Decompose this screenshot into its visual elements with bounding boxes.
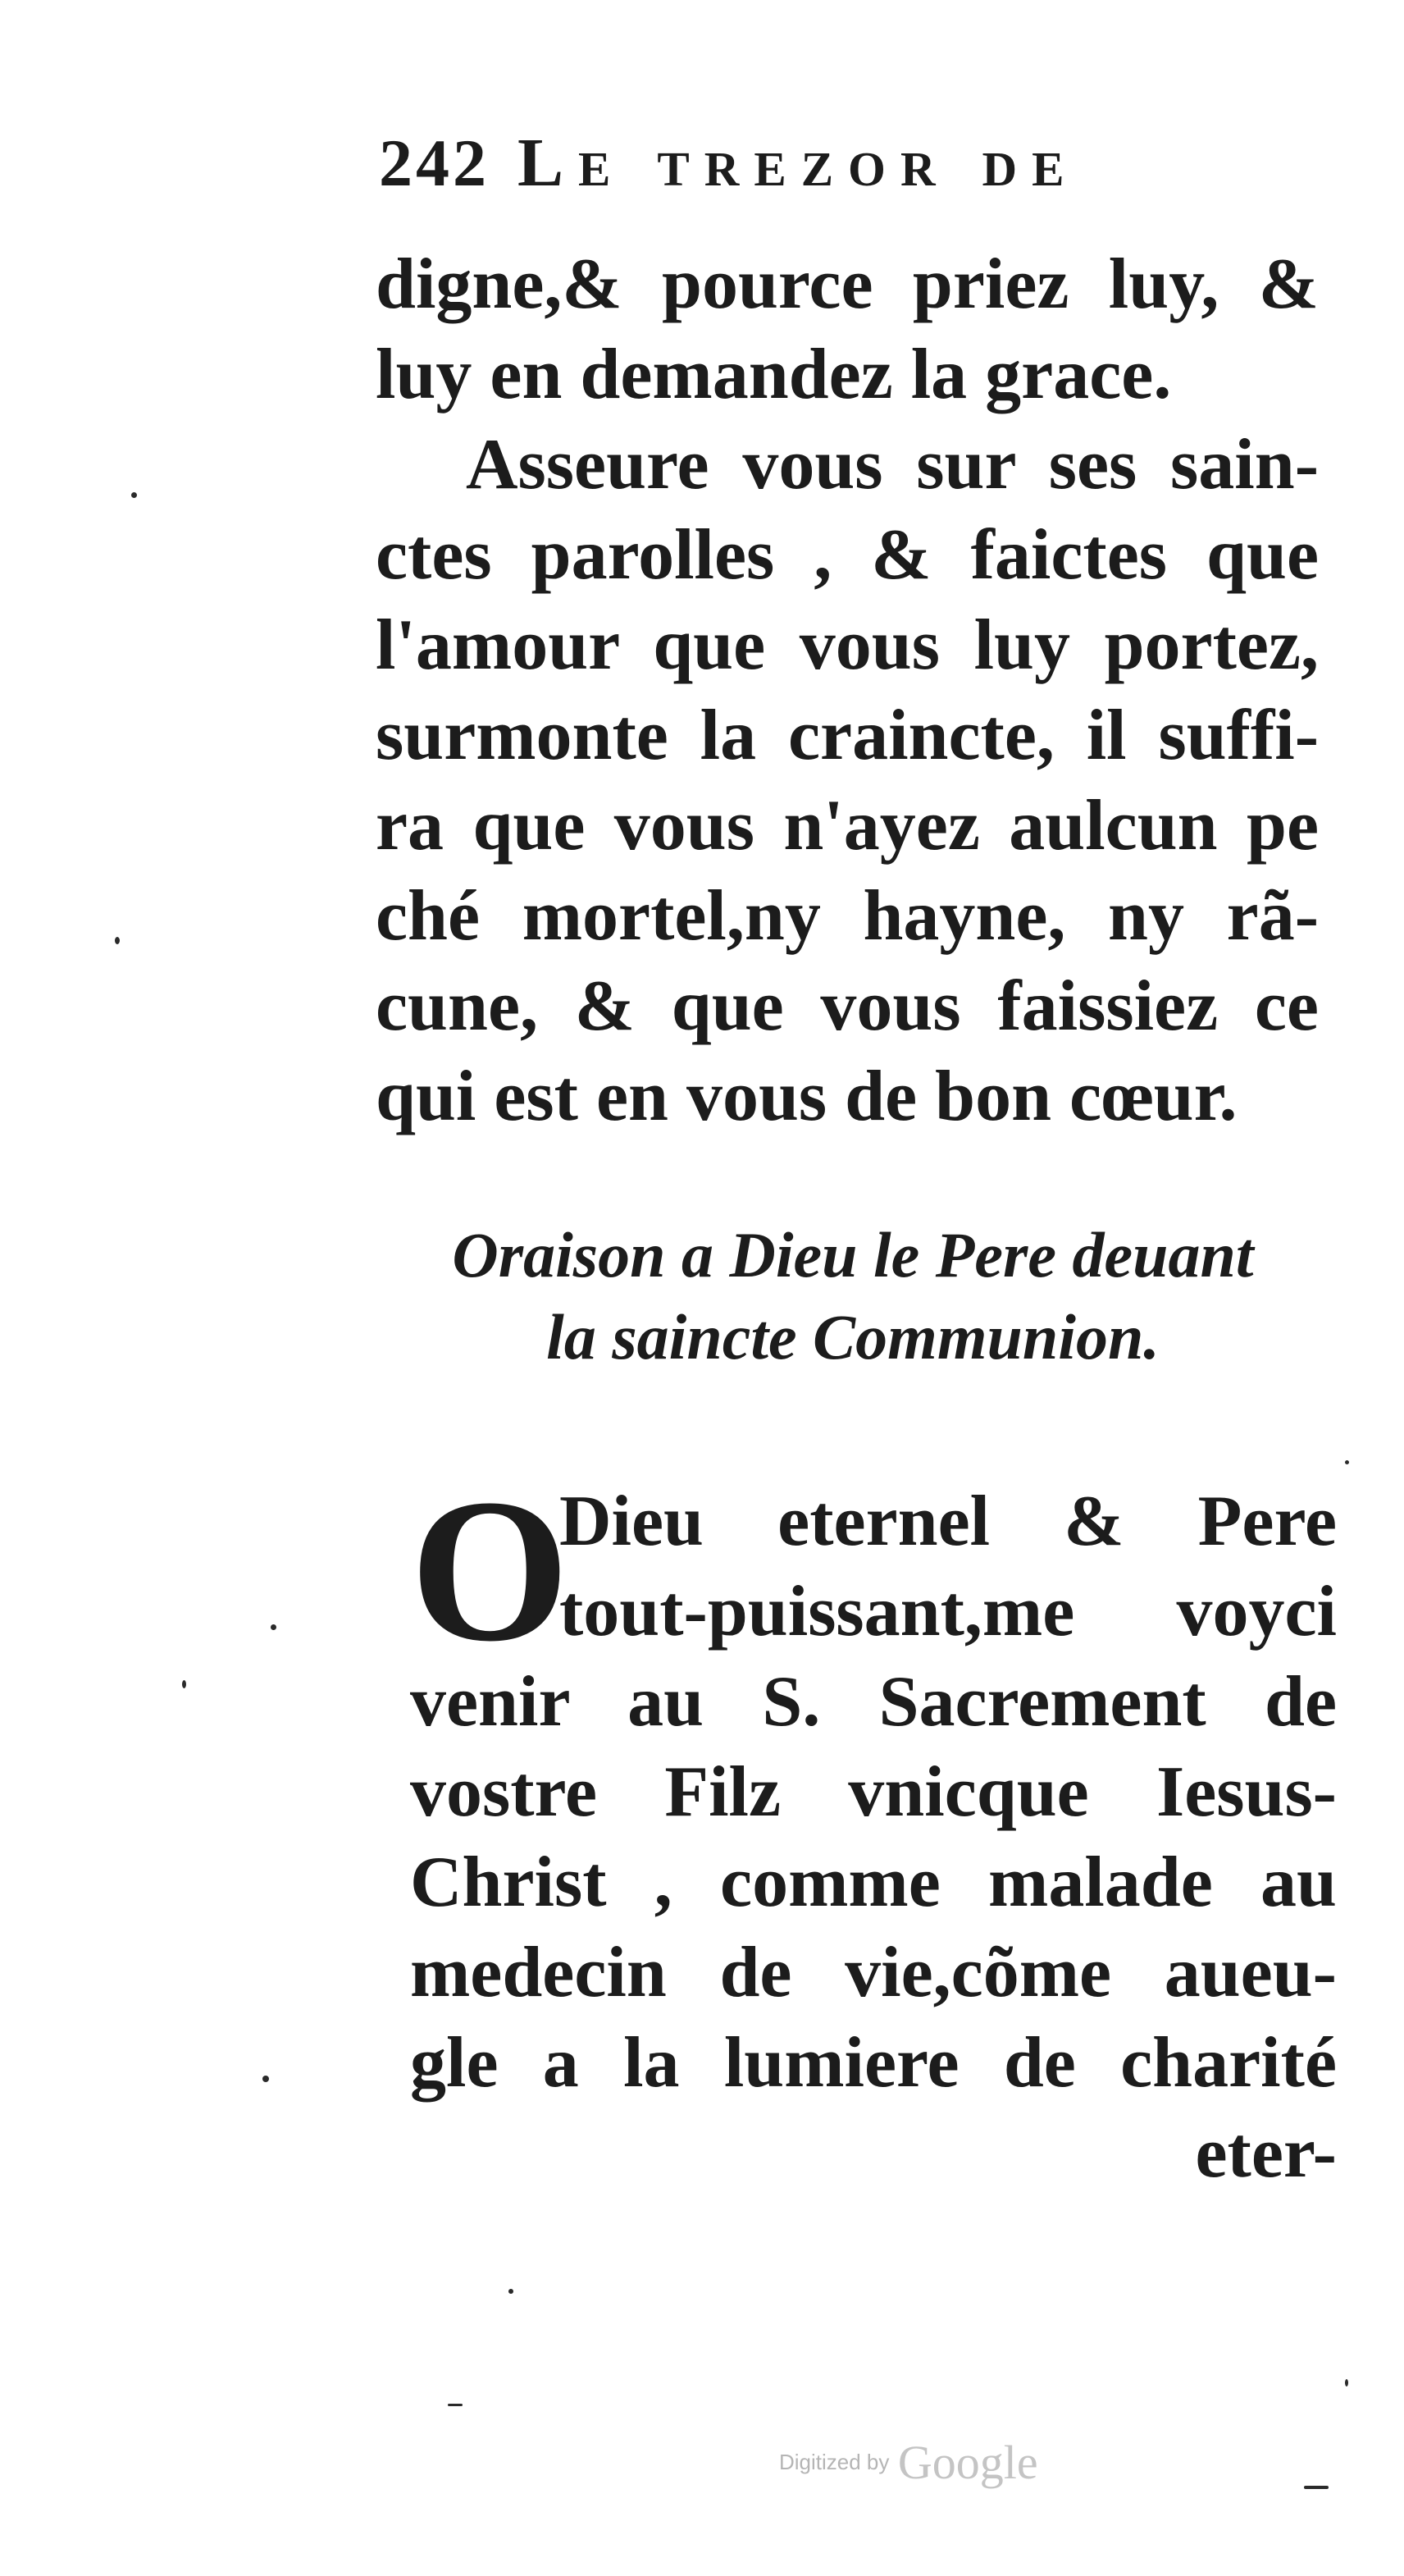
running-header (379, 123, 1347, 213)
watermark-prefix: Digitized by (779, 2450, 890, 2474)
heading-line: la saincte Communion. (546, 1301, 1160, 1372)
text-line: qui est en vous de bon cœur. (376, 1057, 1238, 1136)
text-line: vostre Filz vnicque Iesus- (410, 1752, 1337, 1832)
paper-speck (131, 492, 137, 498)
body-text (376, 240, 1319, 1142)
page-number: 242 (379, 126, 490, 200)
paper-speck (508, 2289, 513, 2294)
text-line: Christ , comme malade au (410, 1843, 1337, 1922)
text-line: surmonte la craincte, il suffi- (376, 696, 1319, 775)
text-line: Dieu eternel & Pere (559, 1482, 1337, 1561)
text-line: medecin de vie,cõme aueu- (410, 1933, 1337, 2012)
prayer-text (410, 1457, 1337, 2199)
text-line: cune, & que vous faissiez ce (376, 966, 1319, 1046)
paper-speck (448, 2404, 463, 2406)
paper-speck (271, 1624, 276, 1630)
text-line: l'amour que vous luy portez, (376, 605, 1319, 685)
section-heading (385, 1214, 1320, 1378)
text-line: ra que vous n'ayez aulcun pe (376, 786, 1319, 866)
text-line: ctes parolles , & faictes que (376, 515, 1319, 595)
digitization-watermark (779, 2435, 1107, 2501)
watermark-brand: Google (897, 2436, 1038, 2489)
paper-speck (1345, 2379, 1348, 2386)
paper-speck (1345, 1460, 1349, 1464)
heading-line: Oraison a Dieu le Pere deuant (452, 1219, 1254, 1290)
text-line: digne,& pource priez luy, & (376, 244, 1319, 324)
paper-speck (262, 2076, 269, 2082)
running-title: Le trezor de (517, 125, 1079, 201)
text-line: tout-puissant,me voyci (559, 1572, 1337, 1651)
drop-cap: O (410, 1457, 570, 1684)
text-line: luy en demandez la grace. (376, 335, 1172, 414)
paper-speck (1304, 2486, 1329, 2489)
text-line: venir au S. Sacrement de (410, 1662, 1337, 1742)
catchword: eter- (1195, 2113, 1337, 2193)
text-line: ché mortel,ny hayne, ny rã- (376, 876, 1319, 956)
paper-speck (182, 1680, 186, 1688)
paper-speck (115, 937, 120, 944)
text-line: gle a la lumiere de charité (410, 2023, 1337, 2103)
text-line: Asseure vous sur ses sain- (466, 425, 1319, 505)
